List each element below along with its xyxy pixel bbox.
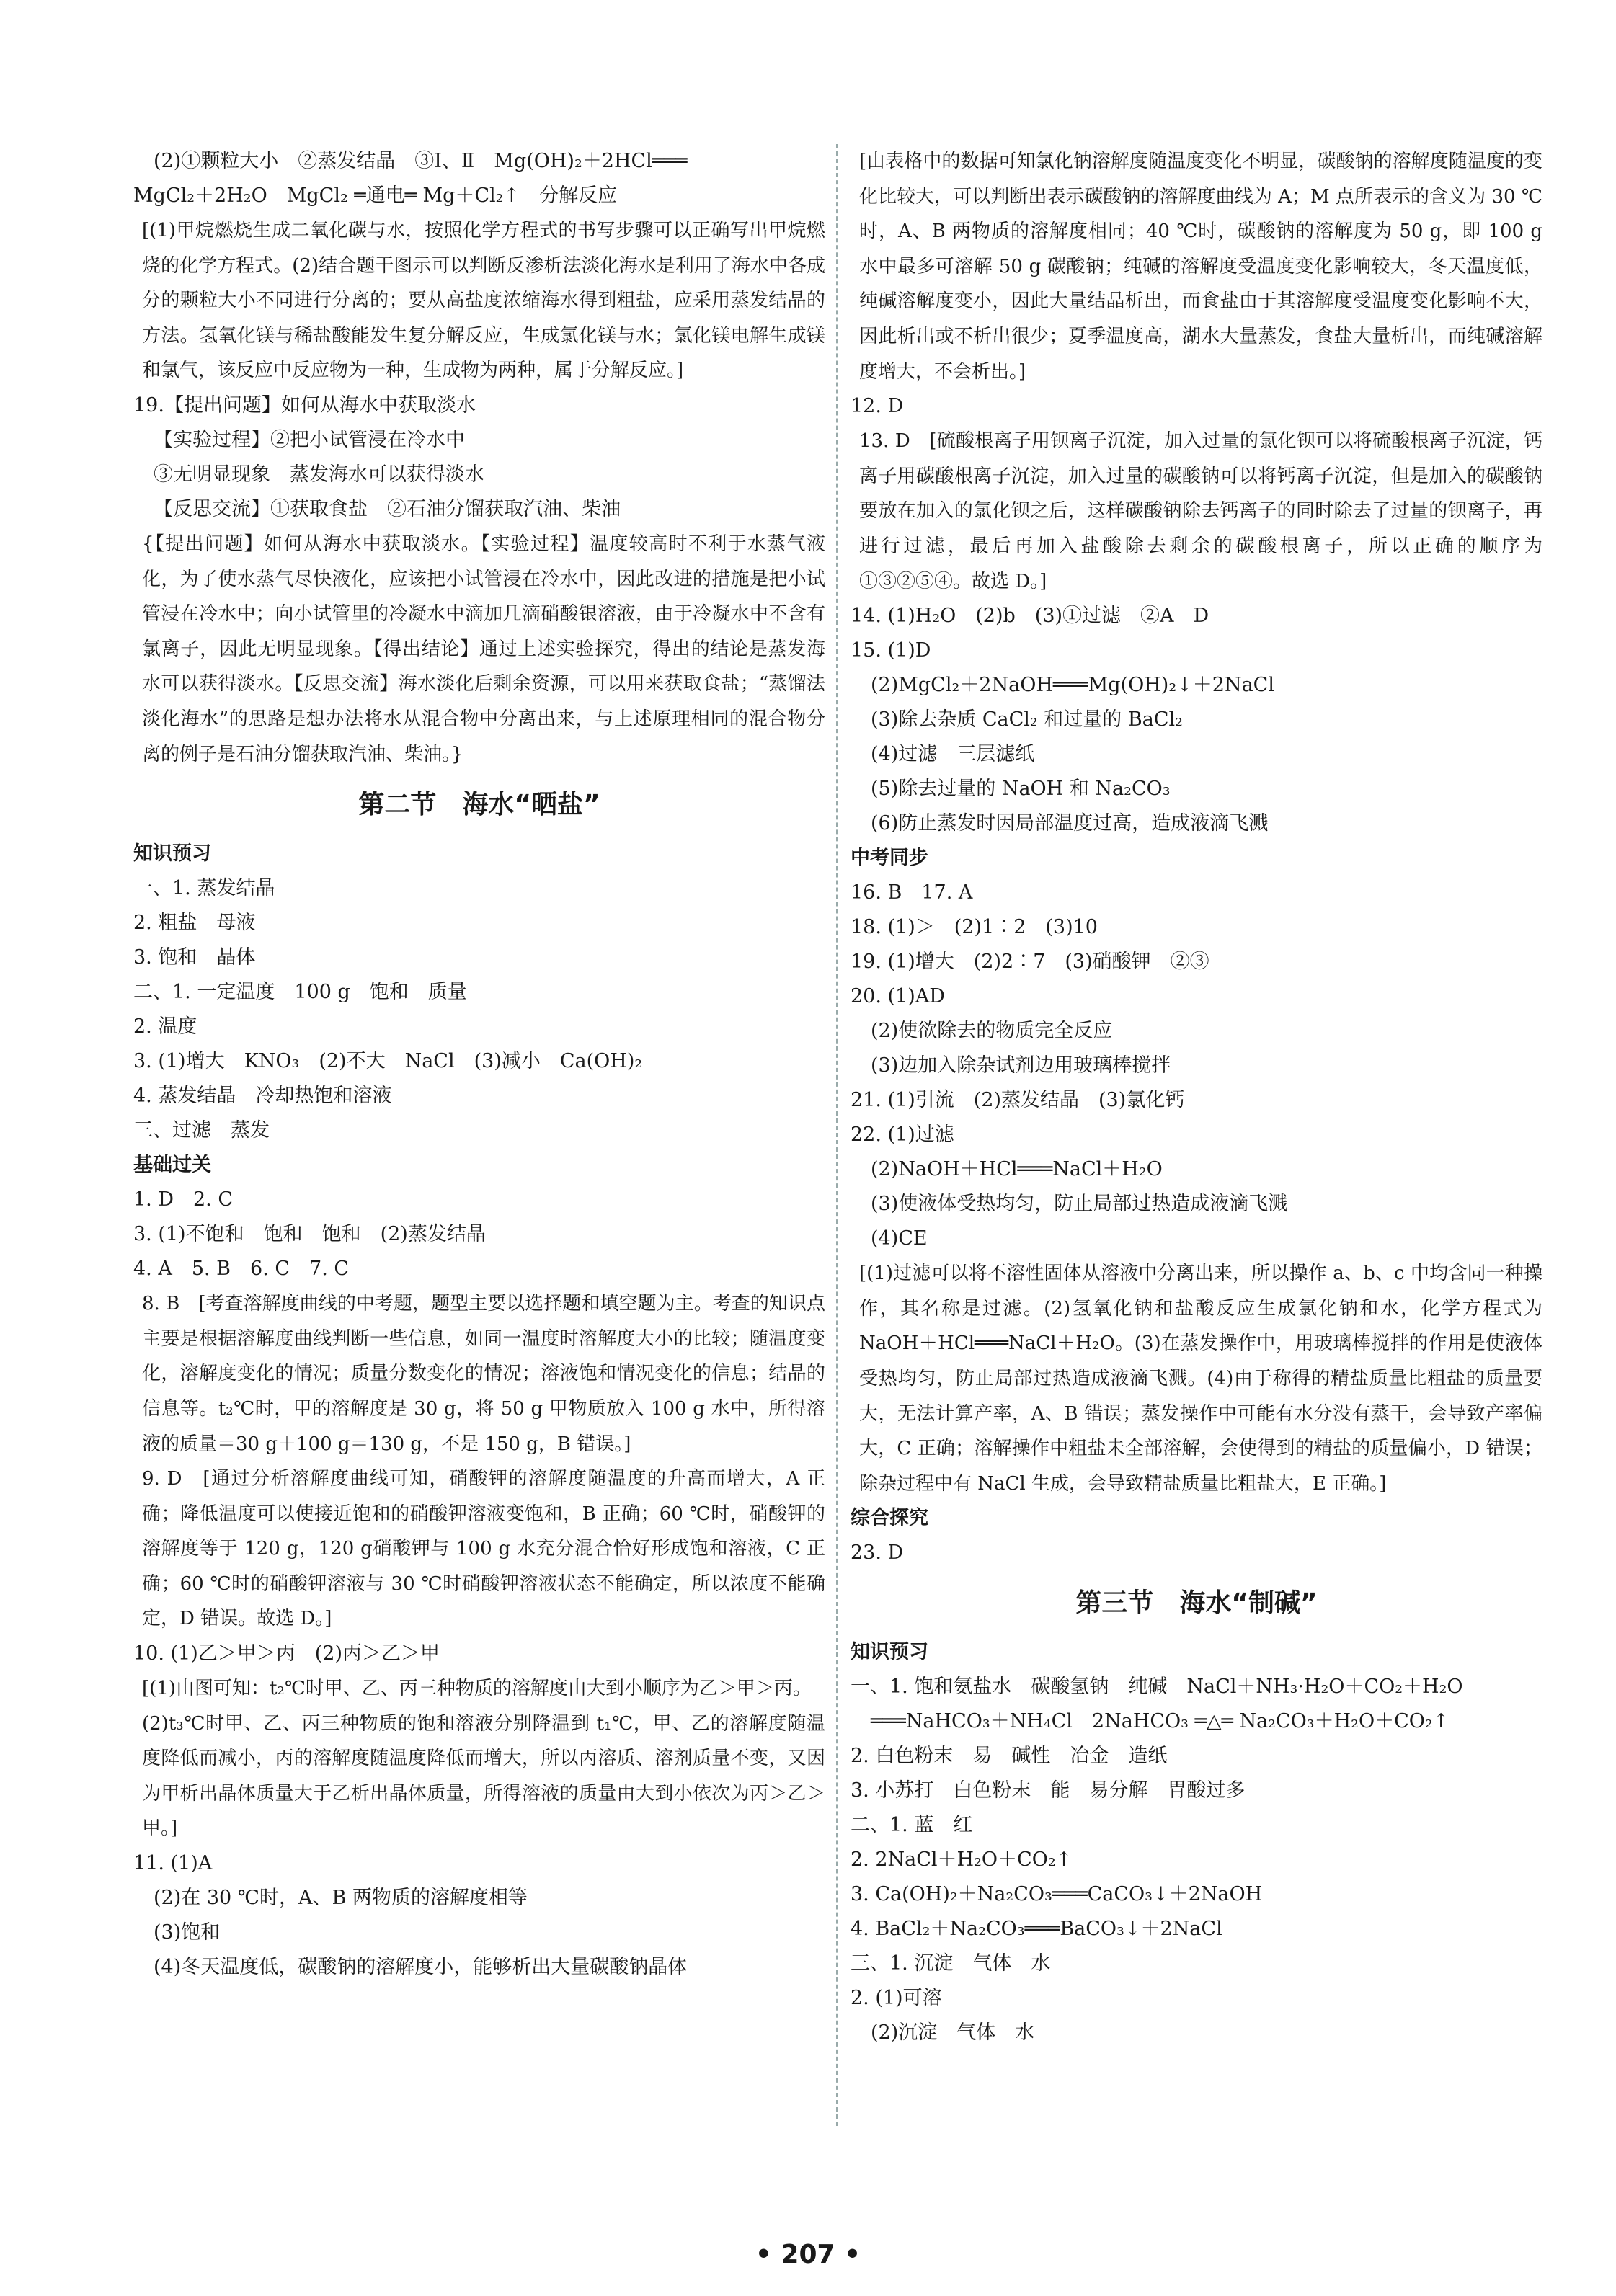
answer-line: 19. (1)增大 (2)2∶7 (3)硝酸钾 ②③ (851, 951, 1209, 974)
subsection-heading: 知识预习 (133, 842, 211, 866)
subsection-heading: 基础过关 (133, 1154, 211, 1177)
answer-line: 10. (1)乙＞甲＞丙 (2)丙＞乙＞甲 (133, 1642, 440, 1665)
answer-line: 二、1. 蓝 红 (851, 1814, 973, 1837)
answer-line: 二、1. 一定温度 100 g 饱和 质量 (133, 981, 467, 1004)
answer-line: 21. (1)引流 (2)蒸发结晶 (3)氯化钙 (851, 1089, 1185, 1112)
answer-line: 16. B 17. A (851, 881, 973, 904)
right-column (851, 144, 1542, 2050)
answer-line: (3)除去杂质 CaCl₂ 和过量的 BaCl₂ (871, 708, 1183, 731)
answer-line: (3)使液体受热均匀，防止局部过热造成液滴飞溅 (871, 1193, 1288, 1216)
answer-line: (2)NaOH＋HCl═══NaCl＋H₂O (871, 1158, 1163, 1181)
answer-line: 4. A 5. B 6. C 7. C (133, 1258, 350, 1281)
answer-line: (2)使欲除去的物质完全反应 (871, 1020, 1113, 1043)
explanation-paragraph: 9. D [通过分析溶解度曲线可知，硝酸钾的溶解度随温度的升高而增大，A 正确；降低温度可以使接近饱和的硝酸钾溶液变饱和，B 正确；60 ℃时，硝酸钾的溶解度等于 120 g，120 g硝酸钾与 100 g 水充分混合恰好形成饱和溶液，C 正确；60 ℃时的硝酸钾溶液与 30 ℃时硝酸钾溶液状态不能确定，所以浓度不能确定，D 错误。故选 D。] (142, 1468, 825, 1630)
answer-line: 22. (1)过滤 (851, 1123, 954, 1147)
answer-line: (4)冬天温度低，碳酸钠的溶解度小，能够析出大量碳酸钠晶体 (154, 1956, 688, 1979)
answer-line: 15. (1)D (851, 639, 931, 662)
answer-line: MgCl₂＋2H₂O MgCl₂ ═通电═ Mg＋Cl₂↑ 分解反应 (133, 184, 618, 207)
answer-line: 18. (1)＞ (2)1∶2 (3)10 (851, 916, 1098, 939)
answer-line: 20. (1)AD (851, 985, 945, 1008)
answer-line: 2. 粗盐 母液 (133, 912, 256, 935)
answer-line: 4. 蒸发结晶 冷却热饱和溶液 (133, 1085, 392, 1108)
explanation-paragraph: [(1)甲烷燃烧生成二氧化碳与水，按照化学方程式的书写步骤可以正确写出甲烷燃烧的化学方程式。(2)结合题干图示可以判断反渗析法淡化海水是利用了海水中各成分的颗粒大小不同进行分离的；要从高盐度浓缩海水得到粗盐，应采用蒸发结晶的方法。氢氧化镁与稀盐酸能发生复分解反应，生成氯化镁与水；氯化镁电解生成镁和氯气，该反应中反应物为一种，生成物为两种，属于分解反应。] (142, 220, 825, 382)
answer-line: 3. (1)增大 KNO₃ (2)不大 NaCl (3)减小 Ca(OH)₂ (133, 1050, 643, 1073)
section-title: 第二节 海水“晒盐” (358, 790, 600, 820)
answer-line: 4. BaCl₂＋Na₂CO₃═══BaCO₃↓＋2NaCl (851, 1918, 1222, 1941)
answer-line: (2)沉淀 气体 水 (871, 2021, 1035, 2044)
column-divider (836, 144, 838, 2126)
answer-line: 3. 饱和 晶体 (133, 946, 256, 969)
section-title: 第三节 海水“制碱” (1075, 1588, 1318, 1619)
answer-line: 一、1. 饱和氨盐水 碳酸氢钠 纯碱 NaCl＋NH₃·H₂O＋CO₂＋H₂O (851, 1676, 1463, 1699)
answer-line: 1. D 2. C (133, 1188, 233, 1211)
answer-line: ③无明显现象 蒸发海水可以获得淡水 (154, 463, 484, 486)
answer-line: (2)在 30 ℃时，A、B 两物质的溶解度相等 (154, 1887, 528, 1910)
answer-line: (6)防止蒸发时因局部温度过高，造成液滴飞溅 (871, 812, 1269, 835)
answer-line: ═══NaHCO₃＋NH₄Cl 2NaHCO₃ ═△═ Na₂CO₃＋H₂O＋CO₂↑ (871, 1710, 1449, 1733)
explanation-paragraph: [由表格中的数据可知氯化钠溶解度随温度变化不明显，碳酸钠的溶解度随温度的变化比较大，可以判断出表示碳酸钠的溶解度曲线为 A；M 点所表示的含义为 30 ℃时，A、B 两物质的溶解度相同；40 ℃时，碳酸钠的溶解度为 50 g，即 100 g 水中最多可溶解 50 g 碳酸钠；纯碱的溶解度受温度变化影响较大，冬天温度低，纯碱溶解度变小，因此大量结晶析出，而食盐由于其溶解度受温度变化影响不大，因此析出或不析出很少；夏季温度高，湖水大量蒸发，食盐大量析出，而纯碱溶解度增大，不会析出。] (859, 151, 1542, 383)
subsection-heading: 综合探究 (851, 1507, 928, 1530)
answer-line: 【实验过程】②把小试管浸在冷水中 (154, 428, 465, 451)
answer-line: 一、1. 蒸发结晶 (133, 877, 275, 900)
explanation-paragraph: [(1)过滤可以将不溶性固体从溶液中分离出来，所以操作 a、b、c 中均含同一种操作，其名称是过滤。(2)氢氧化钠和盐酸反应生成氯化钠和水，化学方程式为 NaOH＋HCl═══NaCl＋H₂O。(3)在蒸发操作中，用玻璃棒搅拌的作用是使液体受热均匀，防止局部过热造成液滴飞溅。(4)由于称得的精盐质量比粗盐的质量要大，无法计算产率，A、B 错误；蒸发操作中可能有水分没有蒸干，会导致产率偏大，C 正确；溶解操作中粗盐未全部溶解，会使得到的精盐的质量偏小，D 错误；除杂过程中有 NaCl 生成，会导致精盐质量比粗盐大，E 正确。] (859, 1263, 1542, 1495)
answer-line: 3. 小苏打 白色粉末 能 易分解 胃酸过多 (851, 1779, 1246, 1802)
answer-line: 23. D (851, 1541, 904, 1565)
answer-line: 19.【提出问题】如何从海水中获取淡水 (133, 393, 476, 417)
answer-line: (5)除去过量的 NaOH 和 Na₂CO₃ (871, 778, 1171, 801)
answer-line: (2)①颗粒大小 ②蒸发结晶 ③Ⅰ、Ⅱ Mg(OH)₂＋2HCl═══ (154, 150, 688, 172)
answer-line: 2. 温度 (133, 1015, 197, 1038)
answer-line: (3)饱和 (154, 1921, 221, 1944)
subsection-heading: 中考同步 (851, 847, 928, 870)
explanation-paragraph: 13. D [硫酸根离子用钡离子沉淀，加入过量的氯化钡可以将硫酸根离子沉淀，钙离子用碳酸根离子沉淀，加入过量的碳酸钠可以将钙离子沉淀，但是加入的碳酸钠要放在加入的氯化钡之后，这样碳酸钠除去钙离子的同时除去了过量的钡离子，再进行过滤，最后再加入盐酸除去剩余的碳酸根离子，所以正确的顺序为①③②⑤④。故选 D。] (859, 430, 1542, 592)
explanation-paragraph: (2)t₃℃时甲、乙、丙三种物质的饱和溶液分别降温到 t₁℃，甲、乙的溶解度随温度降低而减小，丙的溶解度随温度降低而增大，所以丙溶质、溶剂质量不变，又因为甲析出晶体质量大于乙析出晶体质量，所得溶液的质量由大到小依次为丙＞乙＞甲。] (142, 1712, 825, 1840)
answer-line: 【反思交流】①获取食盐 ②石油分馏获取汽油、柴油 (154, 497, 621, 520)
answer-line: (2)MgCl₂＋2NaOH═══Mg(OH)₂↓＋2NaCl (871, 674, 1274, 697)
explanation-paragraph: [(1)由图可知：t₂℃时甲、乙、丙三种物质的溶解度由大到小顺序为乙＞甲＞丙。 (142, 1678, 812, 1700)
answer-line: (3)边加入除杂试剂边用玻璃棒搅拌 (871, 1054, 1171, 1077)
answer-line: 11. (1)A (133, 1852, 213, 1875)
answer-line: 14. (1)H₂O (2)b (3)①过滤 ②A D (851, 605, 1209, 628)
explanation-paragraph: 8. B [考查溶解度曲线的中考题，题型主要以选择题和填空题为主。考查的知识点主要是根据溶解度曲线判断一些信息，如同一温度时溶解度大小的比较；随温度变化，溶解度变化的情况；质量分数变化的情况；溶液饱和情况变化的信息；结晶的信息等。t₂℃时，甲的溶解度是 30 g，将 50 g 甲物质放入 100 g 水中，所得溶液的质量＝30 g＋100 g＝130 g，不是 150 g，B 错误。] (142, 1293, 825, 1455)
answer-line: 3. (1)不饱和 饱和 饱和 (2)蒸发结晶 (133, 1223, 486, 1246)
answer-line: 三、过滤 蒸发 (133, 1119, 270, 1142)
answer-line: 2. (1)可溶 (851, 1987, 942, 2010)
left-column (133, 144, 825, 1985)
answer-line: 3. Ca(OH)₂＋Na₂CO₃═══CaCO₃↓＋2NaOH (851, 1883, 1263, 1906)
answer-line: 三、1. 沉淀 气体 水 (851, 1952, 1051, 1975)
answer-line: 2. 白色粉末 易 碱性 冶金 造纸 (851, 1745, 1168, 1768)
answer-line: (4)CE (871, 1227, 928, 1250)
answer-line: 2. 2NaCl＋H₂O＋CO₂↑ (851, 1848, 1073, 1872)
page-number: • 207 • (755, 2240, 861, 2269)
subsection-heading: 知识预习 (851, 1641, 928, 1664)
answer-line: 12. D (851, 395, 904, 418)
answer-line: (4)过滤 三层滤纸 (871, 743, 1035, 766)
explanation-paragraph: {【提出问题】如何从海水中获取淡水。【实验过程】温度较高时不利于水蒸气液化，为了使水蒸气尽快液化，应该把小试管浸在冷水中，因此改进的措施是把小试管浸在冷水中；向小试管里的冷凝水中滴加几滴硝酸银溶液，由于冷凝水中不含有氯离子，因此无明显现象。【得出结论】通过上述实验探究，得出的结论是蒸发海水可以获得淡水。【反思交流】海水淡化后剩余资源，可以用来获取食盐；“蒸馏法淡化海水”的思路是想办法将水从混合物中分离出来，与上述原理相同的混合物分离的例子是石油分馏获取汽油、柴油。} (142, 533, 825, 765)
